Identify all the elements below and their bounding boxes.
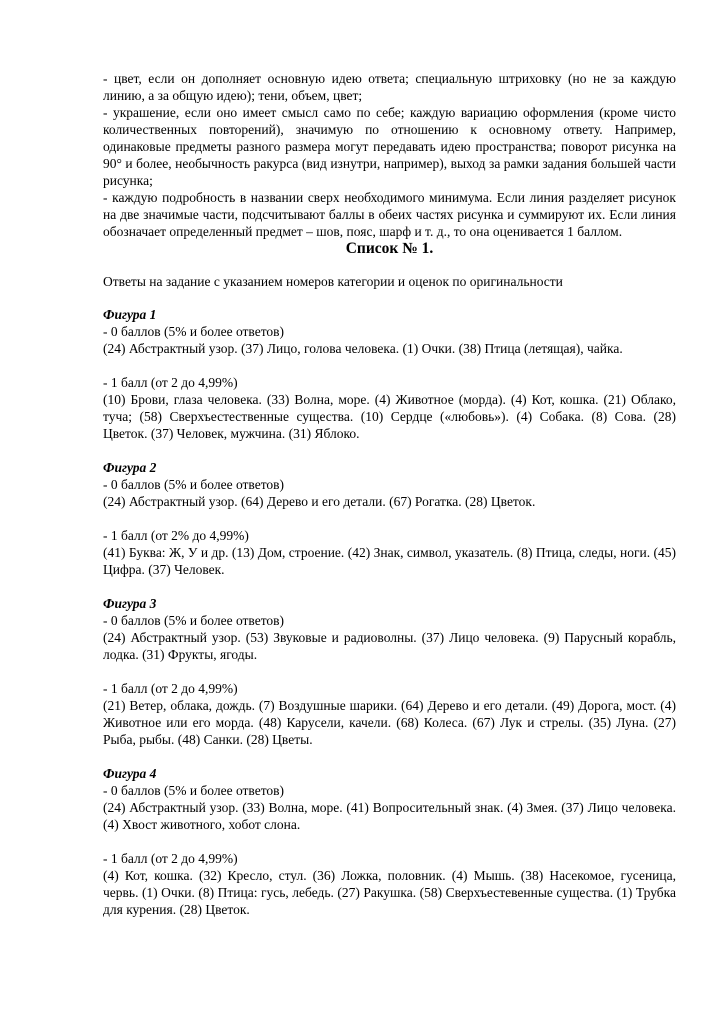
- intro-paragraph: - каждую подробность в названии сверх необходимого минимума. Если линия разделяет рисунок на две значимые части, подсчитывают баллы в обеих частях рисунка и суммируют их. Если линия обозначает определенный предмет – шов, пояс, шарф и т. д., то она оценивается 1 баллом.: [103, 190, 676, 239]
- one-point-header: - 1 балл (от 2 до 4,99%): [103, 681, 238, 696]
- intro-section: [103, 70, 676, 240]
- zero-points-items: (24) Абстрактный узор. (33) Волна, море. (41) Вопросительный знак. (4) Змея. (37) Лицо человека. (4) Хвост животного, хобот слона.: [103, 800, 676, 832]
- list-description: Ответы на задание с указанием номеров категории и оценок по оригинальности: [103, 274, 563, 289]
- one-point-items: (41) Буква: Ж, У и др. (13) Дом, строение. (42) Знак, символ, указатель. (8) Птица, следы, ноги. (45) Цифра. (37) Человек.: [103, 545, 676, 577]
- spacer: [103, 833, 676, 850]
- spacer: [103, 663, 676, 680]
- one-point-items: (10) Брови, глаза человека. (33) Волна, море. (4) Животное (морда). (4) Кот, кошка. (21) Облако, туча; (58) Сверхъестественные существа. (10) Сердце («любовь»). (4) Собака. (8) Сова. (28) Цветок. (37) Человек, мужчина. (31) Яблоко.: [103, 392, 676, 441]
- zero-points-items: (24) Абстрактный узор. (64) Дерево и его детали. (67) Рогатка. (28) Цветок.: [103, 494, 536, 509]
- figure-title: Фигура 4: [103, 766, 157, 781]
- intro-paragraph: - украшение, если оно имеет смысл само по себе; каждую вариацию оформления (кроме чисто количественных повторений), значимую по отношению к основному ответу. Например, одинаковые предметы разного размера могут передавать идею пространства; поворот рисунка на 90° и более, необычность ракурса (вид изнутри, например), выход за рамки задания большей части рисунка;: [103, 105, 676, 188]
- one-point-header: - 1 балл (от 2% до 4,99%): [103, 528, 249, 543]
- zero-points-header: - 0 баллов (5% и более ответов): [103, 613, 285, 628]
- list-title: Список № 1.: [345, 240, 434, 257]
- zero-points-header: - 0 баллов (5% и более ответов): [103, 783, 285, 798]
- zero-points-header: - 0 баллов (5% и более ответов): [103, 477, 285, 492]
- figure-block-2: [103, 459, 676, 578]
- spacer: [103, 510, 676, 527]
- figure-block-4: [103, 765, 676, 918]
- one-point-header: - 1 балл (от 2 до 4,99%): [103, 851, 238, 866]
- figure-block-3: [103, 595, 676, 748]
- figure-title: Фигура 3: [103, 596, 157, 611]
- spacer: [103, 442, 676, 459]
- intro-paragraph: - цвет, если он дополняет основную идею ответа; специальную штриховку (но не за каждую линию, а за общую идею); тени, объем, цвет;: [103, 71, 676, 103]
- spacer: [103, 748, 676, 765]
- spacer: [103, 357, 676, 374]
- figure-block-1: [103, 306, 676, 442]
- document-page: [103, 70, 676, 918]
- zero-points-header: - 0 баллов (5% и более ответов): [103, 324, 285, 339]
- one-point-header: - 1 балл (от 2 до 4,99%): [103, 375, 238, 390]
- figure-title: Фигура 1: [103, 307, 157, 322]
- figure-title: Фигура 2: [103, 460, 157, 475]
- spacer: [103, 578, 676, 595]
- zero-points-items: (24) Абстрактный узор. (53) Звуковые и радиоволны. (37) Лицо человека. (9) Парусный корабль, лодка. (31) Фрукты, ягоды.: [103, 630, 676, 662]
- zero-points-items: (24) Абстрактный узор. (37) Лицо, голова человека. (1) Очки. (38) Птица (летящая), чайка.: [103, 341, 623, 356]
- one-point-items: (4) Кот, кошка. (32) Кресло, стул. (36) Ложка, половник. (4) Мышь. (38) Насекомое, гусеница, червь. (1) Очки. (8) Птица: гусь, лебедь. (27) Ракушка. (58) Сверхъестевенные существа. (1) Трубка для курения. (28) Цветок.: [103, 868, 676, 917]
- one-point-items: (21) Ветер, облака, дождь. (7) Воздушные шарики. (64) Дерево и его детали. (49) Дорога, мост. (4) Животное или его морда. (48) Карусели, качели. (68) Колеса. (67) Лук и стрелы. (35) Луна. (27) Рыба, рыбы. (48) Санки. (28) Цветы.: [103, 698, 676, 747]
